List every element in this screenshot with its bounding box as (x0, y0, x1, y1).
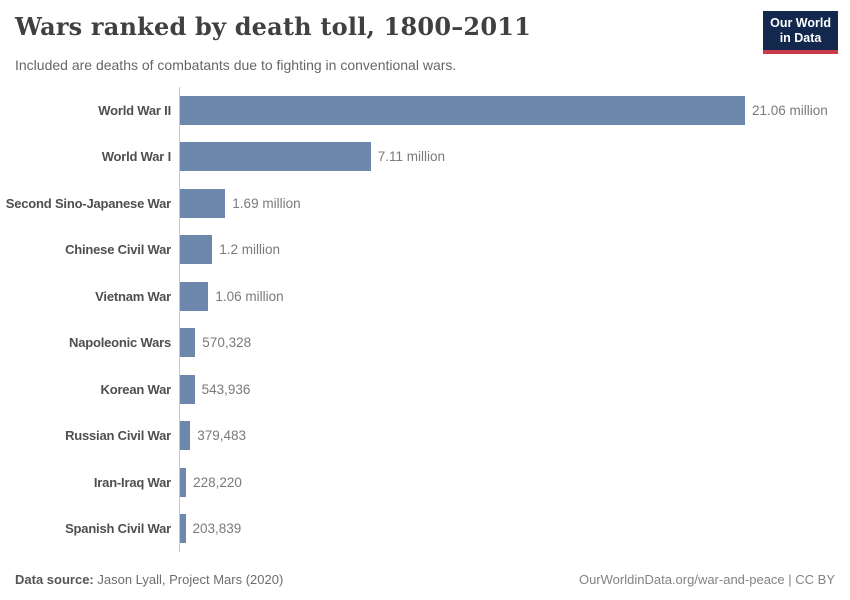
bar[interactable] (180, 96, 745, 125)
value-label: 21.06 million (752, 102, 828, 118)
value-label: 543,936 (201, 381, 251, 397)
y-axis-line (179, 87, 180, 552)
value-label: 228,220 (193, 474, 242, 490)
bar-row (15, 134, 835, 181)
bar-row (15, 413, 835, 460)
value-label: 7.11 million (377, 149, 445, 165)
data-source (15, 572, 283, 587)
bar-chart (5, 87, 835, 552)
category-label: Chinese Civil War (65, 242, 171, 258)
bar[interactable] (180, 142, 371, 171)
bar[interactable] (180, 189, 225, 218)
category-label: Iran-Iraq War (93, 474, 171, 490)
bar-row (5, 180, 835, 227)
bar[interactable] (180, 514, 186, 543)
bar[interactable] (180, 375, 195, 404)
category-label: Second Sino-Japanese War (5, 195, 171, 211)
bar-area (180, 468, 835, 497)
category-label: Korean War (100, 381, 171, 397)
data-source-text: Jason Lyall, Project Mars (2020) (93, 572, 284, 587)
bar-row (15, 459, 835, 506)
category-label: Vietnam War (95, 288, 171, 304)
value-label: 1.06 million (215, 288, 284, 304)
bar-area (180, 375, 835, 404)
category-label: Napoleonic Wars (69, 335, 171, 351)
bar[interactable] (180, 421, 190, 450)
category-label: Russian Civil War (65, 428, 171, 444)
bar-row (15, 87, 835, 134)
value-label: 203,839 (192, 521, 242, 537)
value-label: 1.69 million (232, 195, 301, 211)
category-label: World War I (101, 149, 171, 165)
page-title: Wars ranked by death toll, 1800–2011 (15, 12, 532, 41)
data-source-label: Data source: (15, 572, 94, 587)
bar-area (180, 235, 835, 264)
bar-row (15, 227, 835, 274)
bar[interactable] (180, 282, 208, 311)
owid-logo[interactable] (763, 11, 838, 54)
attribution-link[interactable]: OurWorldinData.org/war-and-peace | CC BY (578, 572, 835, 587)
bar-rows (5, 87, 835, 552)
owid-logo-line1: Our World (770, 16, 831, 30)
bar-row (15, 273, 835, 320)
category-label: Spanish Civil War (65, 521, 171, 537)
bar-area (180, 421, 835, 450)
chart-subtitle: Included are deaths of combatants due to fighting in conventional wars. (15, 57, 457, 73)
category-label: World War II (98, 102, 171, 118)
value-label: 1.2 million (219, 242, 280, 258)
bar-row (15, 320, 835, 367)
bar[interactable] (180, 235, 212, 264)
bar-area (180, 142, 835, 171)
value-label: 570,328 (202, 335, 252, 351)
chart-footer (15, 572, 835, 587)
bar-area (180, 282, 835, 311)
bar-area (180, 514, 835, 543)
value-label: 379,483 (197, 428, 246, 444)
bar[interactable] (180, 468, 186, 497)
bar-area (180, 328, 835, 357)
owid-logo-line2: in Data (779, 31, 822, 45)
bar-row (15, 506, 835, 553)
bar-area (180, 189, 835, 218)
bar-area (180, 96, 835, 125)
bar[interactable] (180, 328, 195, 357)
bar-row (15, 366, 835, 413)
